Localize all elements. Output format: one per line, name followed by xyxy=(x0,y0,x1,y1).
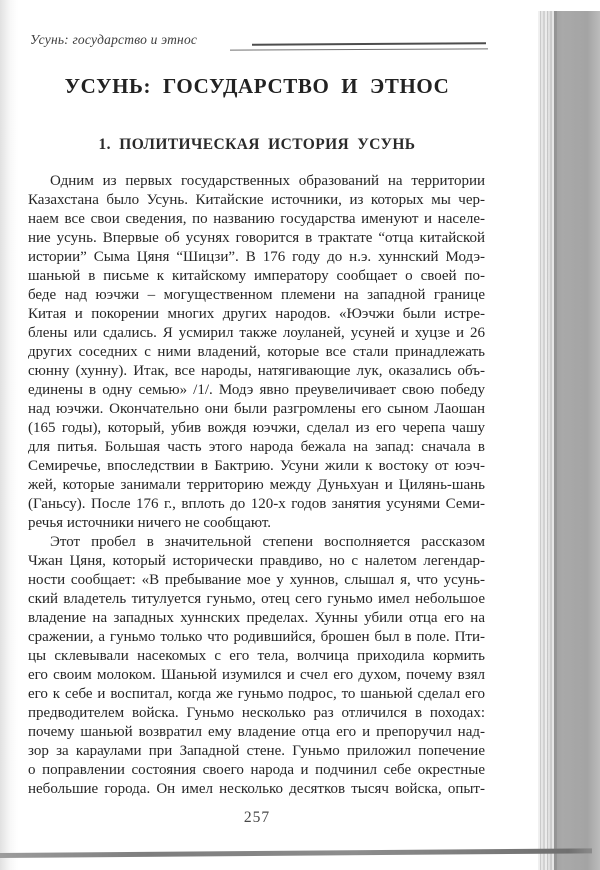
text-line: речья источники ничего не сообщают. xyxy=(28,515,272,531)
header-rule-top xyxy=(252,42,486,45)
text-line: небольшие города. Он имел несколько десятков тысяч войска, опыт- xyxy=(28,781,485,797)
text-line: шаньюй в письме к китайскому императору сообщает о своей по- xyxy=(28,268,485,284)
text-line: ние усунь. Впервые об усунях говорится в трактате “отца китайской xyxy=(28,230,485,246)
text-line: (165 годы), который, убив вождя юэчжи, сделал из его черепа чашу xyxy=(28,420,485,436)
text-line: Этот пробел в значительной степени восполняется рассказом xyxy=(50,534,485,550)
page-number: 257 xyxy=(243,809,271,826)
text-line: его к себе и воспитал, когда же гуньмо подрос, то шаньюй сделал его xyxy=(28,686,485,702)
text-line: (Ганьсу). После 176 г., вплоть до 120-х годов занятия усунями Семи- xyxy=(28,496,485,512)
text-line: владение на западных хуннских пределах. Хунны убили отца его на xyxy=(28,610,485,626)
text-line: предводителем войска. Гуньмо несколько раз отличился в походах: xyxy=(28,705,485,721)
text-line: цы склевывали насекомых с его тела, волчица приходила кормить xyxy=(28,648,485,664)
text-line: истории” Сыма Цяня “Шицзи”. В 176 году до н.э. хуннский Модэ- xyxy=(28,249,485,265)
text-line: Чжан Цяня, который исторически правдиво, но с налетом легендар- xyxy=(28,553,485,569)
text-line: беде над юэчжи – могущественном племени на западной границе xyxy=(28,287,485,303)
text-line: ский владетель титулуется гуньмо, отец сего гуньмо имел небольшое xyxy=(28,591,485,607)
text-line: зор за караулами при Западной стене. Гуньмо приложил попечение xyxy=(28,743,485,759)
text-line: Семиречье, впоследствии в Бактрию. Усуни жили к востоку от юэч- xyxy=(28,458,485,474)
text-line: Китая и покорении многих других народов. «Юэчжи были истре- xyxy=(28,306,485,322)
book-page-edges-right xyxy=(538,11,600,870)
running-head: Усунь: государство и этнос xyxy=(30,32,198,47)
text-line: его своим молоком. Шаньюй изумился и счел его духом, почему взял xyxy=(28,667,485,683)
text-line: Казахстана было Усунь. Китайские источники, из которых мы чер- xyxy=(28,192,485,208)
text-line: ности сообщает: «В пребывание мое у хуннов, слышал я, что усунь- xyxy=(28,572,485,588)
text-line: о поправлении состояния своего народа и подчинил себе окрестные xyxy=(28,762,485,778)
text-line: для питья. Большая часть этого народа бежала на запад: сначала в xyxy=(28,439,485,455)
text-line: других соседних с ними владений, которые все стали принадлежать xyxy=(28,344,485,360)
text-line: сюнну (хунну). Итак, все народы, натягивающие лук, оказались объ- xyxy=(28,363,485,379)
page-title: УСУНЬ: ГОСУДАРСТВО И ЭТНОС xyxy=(64,74,450,98)
text-line: над юэчжи. Окончательно они были разгромлены его сыном Лаошан xyxy=(28,401,485,417)
text-line: сражении, а гуньмо только что родившийся, брошен был в поле. Пти- xyxy=(28,629,485,645)
text-line: жей, которые занимали территорию между Дуньхуан и Цилянь-шань xyxy=(28,477,485,493)
header-rule-bottom xyxy=(230,48,488,50)
page-edge-darkline xyxy=(554,11,557,870)
page-bottom-edge xyxy=(0,848,592,858)
text-line: единены в одну семью» /1/. Модэ явно преувеличивает свою победу xyxy=(28,382,485,398)
page-edge-streaks xyxy=(538,11,554,870)
text-line: наем все свои сведения, по названию государства именуют и населе- xyxy=(28,211,485,227)
section-heading: 1. ПОЛИТИЧЕСКАЯ ИСТОРИЯ УСУНЬ xyxy=(98,136,416,153)
text-line: Одним из первых государственных образований на территории xyxy=(50,173,485,189)
page-left-shadow xyxy=(0,0,18,870)
body-text xyxy=(28,172,485,799)
text-line: почему шаньюй возвратил ему владение отца его и препоручил над- xyxy=(28,724,485,740)
text-line: блены или сдались. Я усмирил также лоуланей, усуней и хуцзе и 26 xyxy=(28,325,485,341)
